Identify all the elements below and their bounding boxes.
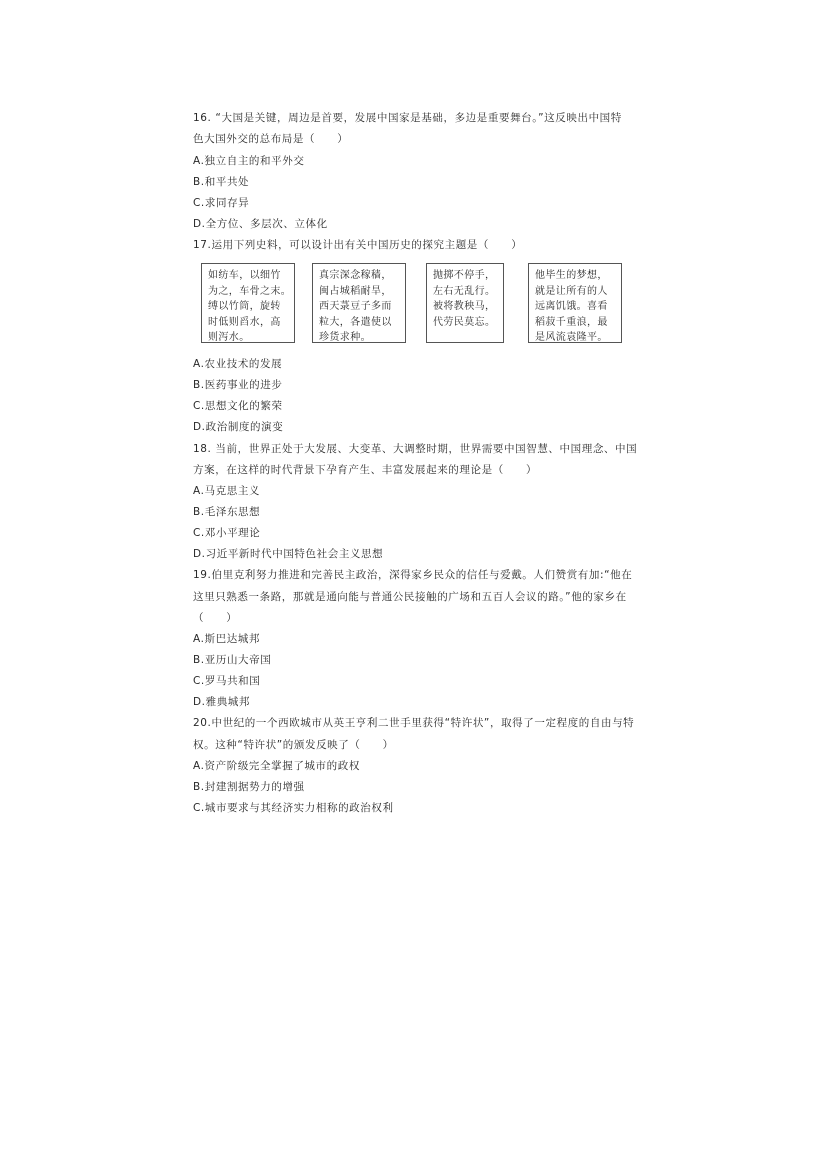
q18-stem-line1: 18. 当前，世界正处于大发展、大变革、大调整时期，世界需要中国智慧、中国理念、中国 [193, 443, 638, 455]
q16-stem-line2: 色大国外交的总布局是（ ） [193, 133, 349, 145]
source-3-line: 被将教秧马， [433, 301, 496, 312]
source-4-line: 是风流袁隆平。 [535, 332, 608, 343]
source-4-line: 远离饥饿。喜看 [535, 301, 608, 312]
q17-source-box-2 [312, 263, 406, 343]
source-2-line: 真宗深念稼穑， [319, 270, 392, 281]
q19-stem-line2: 这里只熟悉一条路，那就是通向能与普通公民接触的广场和五百人会议的路。”他的家乡在 [193, 591, 627, 603]
q19-stem-line3: （ ） [193, 612, 238, 624]
q19-option-c: C.罗马共和国 [193, 675, 261, 687]
q18-option-c: C.邓小平理论 [193, 527, 261, 539]
q19-option-a: A.斯巴达城邦 [193, 633, 261, 645]
q17-option-b: B.医药事业的进步 [193, 379, 283, 391]
q16-option-a: A.独立自主的和平外交 [193, 155, 305, 167]
q20-stem-line1: 20.中世纪的一个西欧城市从英王亨利二世手里获得“特许状”，取得了一定程度的自由与特 [193, 717, 635, 729]
source-4-line: 就是让所有的人 [535, 285, 608, 297]
source-4-line: 稻菽千重浪，最 [535, 316, 608, 328]
q17-option-a: A.农业技术的发展 [193, 358, 283, 370]
source-1-line: 则泻水。 [208, 332, 250, 343]
q20-stem-line2: 权。这种“特许状”的颁发反映了（ ） [193, 739, 394, 751]
q16-option-d: D.全方位、多层次、立体化 [193, 218, 328, 230]
q17-option-c: C.思想文化的繁荣 [193, 400, 283, 412]
q20-option-b: B.封建割据势力的增强 [193, 781, 305, 793]
q20-option-c: C.城市要求与其经济实力相称的政治权利 [193, 802, 394, 814]
source-1-line: 缚以竹筒，旋转 [208, 301, 281, 312]
q16-option-b: B.和平共处 [193, 176, 250, 188]
q17-stem-line1: 17.运用下列史料，可以设计出有关中国历史的探究主题是（ ） [193, 239, 523, 251]
source-3-line: 代劳民莫忘。 [433, 316, 496, 328]
source-1-line: 时低则舀水，高 [208, 316, 281, 328]
q17-option-d: D.政治制度的演变 [193, 421, 284, 433]
q18-stem-line2: 方案，在这样的时代背景下孕育产生、丰富发展起来的理论是（ ） [193, 464, 538, 476]
q18-option-d: D.习近平新时代中国特色社会主义思想 [193, 548, 384, 560]
source-2-line: 粒大，各遣使以 [319, 316, 392, 328]
q17-source-box-4 [528, 263, 622, 343]
source-2-line: 珍货求种。 [319, 332, 371, 343]
q19-option-d: D.雅典城邦 [193, 696, 251, 708]
q16-stem-line1: 16. “大国是关键，周边是首要，发展中国家是基础，多边是重要舞台。”这反映出中国特 [193, 112, 622, 124]
q18-option-b: B.毛泽东思想 [193, 506, 261, 518]
q19-stem-line1: 19.伯里克利努力推进和完善民主政治，深得家乡民众的信任与爱戴。人们赞赏有加:“他在 [193, 569, 633, 581]
source-2-line: 闽占城稻耐旱， [319, 285, 392, 297]
q20-option-a: A.资产阶级完全掌握了城市的政权 [193, 760, 360, 772]
q17-source-box-1 [201, 263, 295, 343]
source-1-line: 如纺车，以细竹 [208, 270, 281, 281]
q18-option-a: A.马克思主义 [193, 485, 261, 497]
q19-option-b: B.亚历山大帝国 [193, 654, 272, 666]
source-2-line: 西天菉豆子多而 [319, 301, 392, 312]
source-4-line: 他毕生的梦想， [535, 270, 608, 281]
q17-source-box-3 [426, 263, 504, 343]
q16-option-c: C.求同存异 [193, 197, 250, 209]
source-3-line: 抛掷不停手， [433, 270, 496, 281]
source-1-line: 为之，车骨之末。 [208, 285, 292, 297]
source-3-line: 左右无乱行。 [433, 285, 496, 297]
